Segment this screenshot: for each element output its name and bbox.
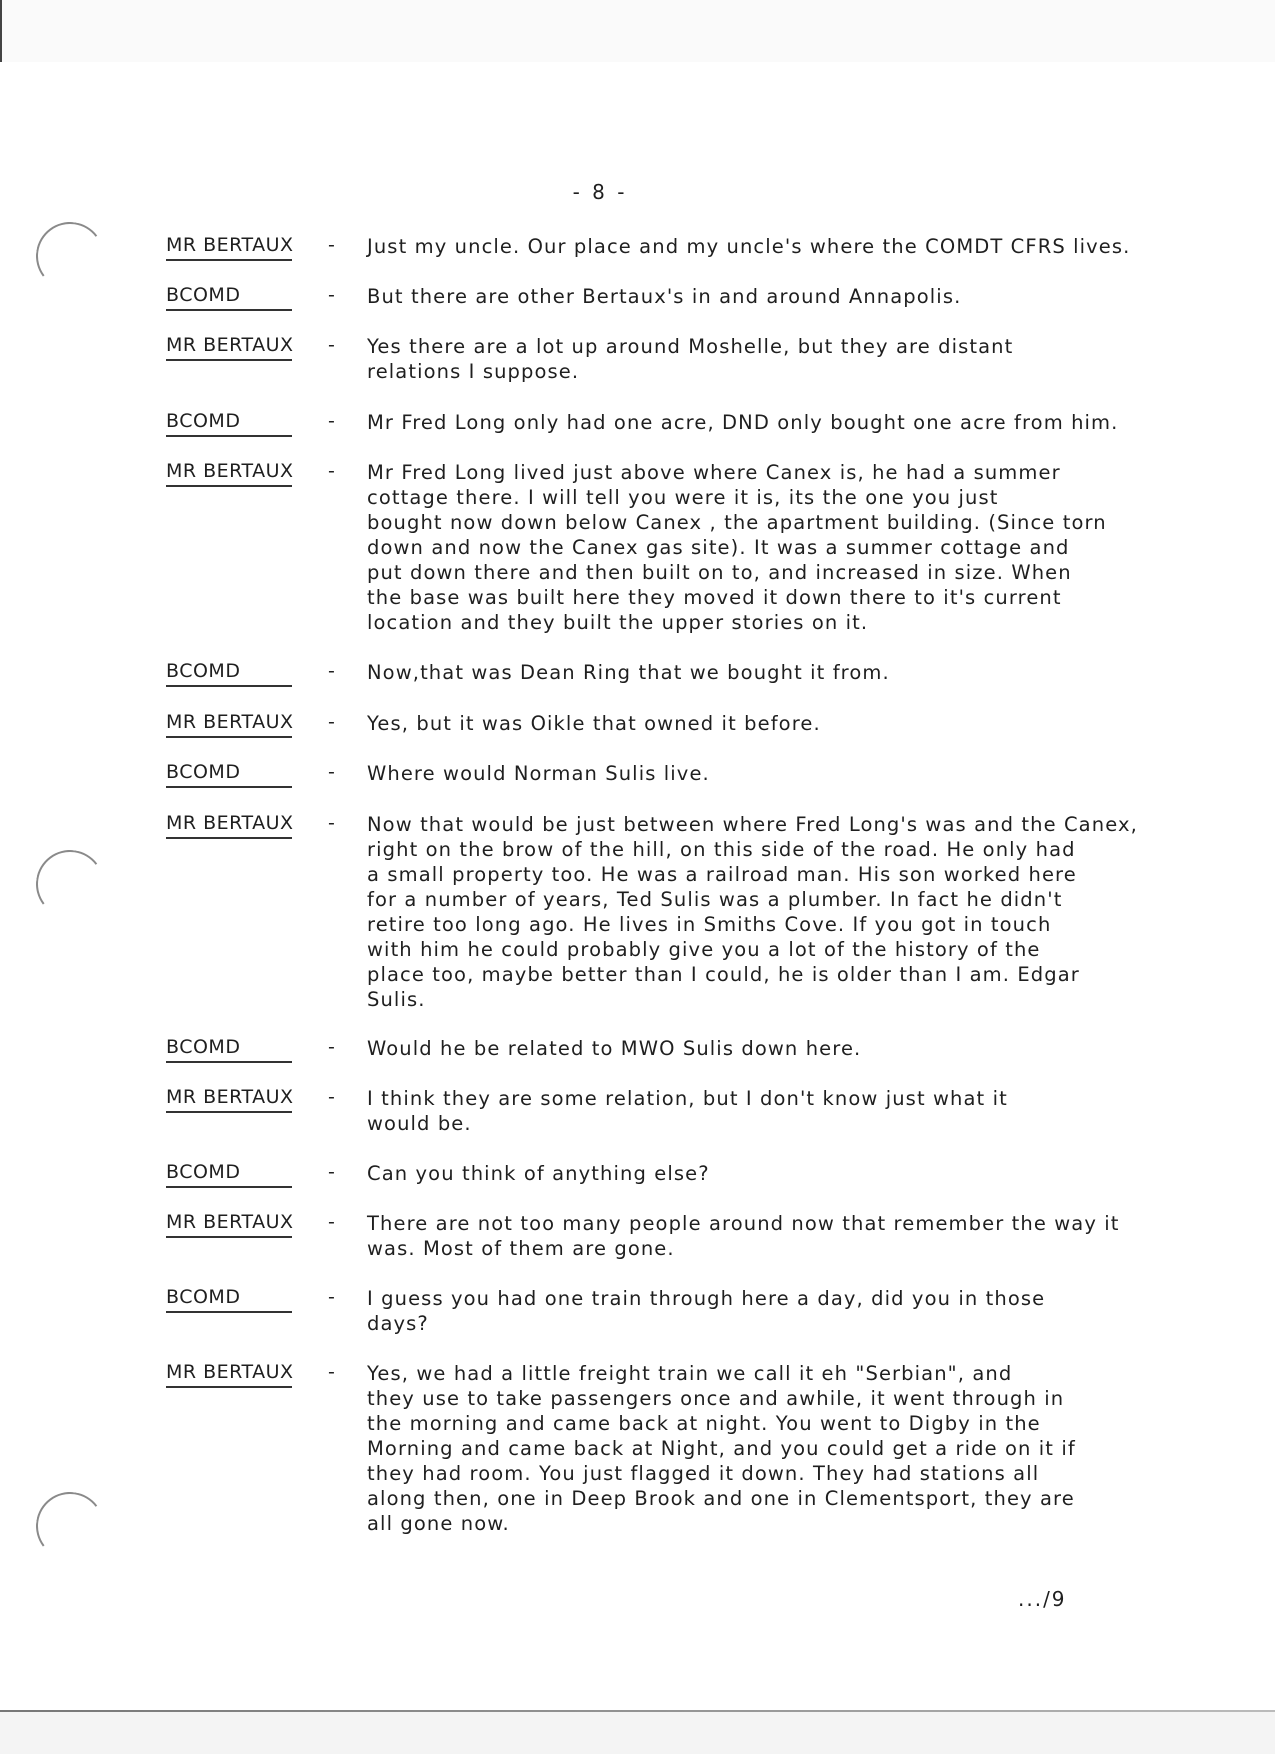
page-bottom-edge [0, 1712, 1275, 1754]
separator-dash: - [328, 1161, 335, 1183]
separator-dash: - [328, 334, 335, 356]
dialogue-text: Mr Fred Long lived just above where Canex is, he had a summer cottage there. I will tell you were it is, its the one you just bought now down below Canex , the apartment building. (Since torn down and now the Canex gas site). It was a summer cottage and put down there and then built on to, and increased in size. When the base was built here they moved it down there to it's current location and they built the upper stories on it. [367, 461, 1107, 634]
separator-dash: - [328, 812, 335, 834]
speaker-label: MR BERTAUX [166, 460, 292, 487]
separator-dash: - [328, 1086, 335, 1108]
separator-dash: - [328, 1211, 335, 1233]
dialogue-text: Yes there are a lot up around Moshelle, but they are distant relations I suppose. [367, 335, 1014, 383]
dialogue-text: Mr Fred Long only had one acre, DND only bought one acre from him. [367, 411, 1119, 434]
speaker-label: MR BERTAUX [166, 711, 292, 738]
speaker-label: MR BERTAUX [166, 812, 292, 839]
separator-dash: - [328, 1361, 335, 1383]
speaker-label: BCOMD [166, 1286, 292, 1313]
separator-dash: - [328, 761, 335, 783]
separator-dash: - [328, 660, 335, 682]
page-number: - 8 - [572, 180, 628, 204]
dialogue-text: Now that would be just between where Fred Long's was and the Canex, right on the brow of the hill, on this side of the road. He only had a small property too. He was a railroad man. His son worked here for a number of years, Ted Sulis was a plumber. In fact he didn't retire too long ago. He lives in Smiths Cove. If you got in touch with him he could probably give you a lot of the history of the place too, maybe better than I could, he is older than I am. Edgar Sulis. [367, 813, 1138, 1011]
punch-hole-top [32, 218, 109, 295]
speaker-label: MR BERTAUX [166, 234, 292, 261]
speaker-label: BCOMD [166, 660, 292, 687]
dialogue-text: Just my uncle. Our place and my uncle's where the COMDT CFRS lives. [367, 235, 1131, 258]
speaker-label: MR BERTAUX [166, 1086, 292, 1113]
speaker-label: BCOMD [166, 410, 292, 437]
continued-page-marker: .../9 [1018, 1587, 1067, 1611]
speaker-label: BCOMD [166, 761, 292, 788]
dialogue-text: There are not too many people around now that remember the way it was. Most of them are gone. [367, 1212, 1120, 1260]
dialogue-text: Would he be related to MWO Sulis down here. [367, 1037, 862, 1060]
separator-dash: - [328, 1036, 335, 1058]
speaker-label: MR BERTAUX [166, 1211, 292, 1238]
separator-dash: - [328, 234, 335, 256]
dialogue-text: But there are other Bertaux's in and around Annapolis. [367, 285, 962, 308]
dialogue-text: Yes, but it was Oikle that owned it before. [367, 712, 821, 735]
dialogue-text: Yes, we had a little freight train we call it eh "Serbian", and they use to take passengers once and awhile, it went through in the morning and came back at night. You went to Digby in the Morning and came back at Night, and you could get a ride on it if they had room. You just flagged it down. They had stations all along then, one in Deep Brook and one in Clementsport, they are all gone now. [367, 1362, 1076, 1535]
dialogue-text: Where would Norman Sulis live. [367, 762, 710, 785]
dialogue-text: I think they are some relation, but I don't know just what it would be. [367, 1087, 1008, 1135]
speaker-label: BCOMD [166, 284, 292, 311]
speaker-label: MR BERTAUX [166, 334, 292, 361]
separator-dash: - [328, 1286, 335, 1308]
dialogue-text: I guess you had one train through here a day, did you in those days? [367, 1287, 1046, 1335]
punch-hole-bottom [32, 1488, 109, 1565]
dialogue-text: Can you think of anything else? [367, 1162, 710, 1185]
speaker-label: BCOMD [166, 1161, 292, 1188]
dialogue-text: Now,that was Dean Ring that we bought it from. [367, 661, 890, 684]
separator-dash: - [328, 460, 335, 482]
punch-hole-middle [32, 846, 109, 923]
page-top-edge [0, 0, 1275, 62]
speaker-label: BCOMD [166, 1036, 292, 1063]
separator-dash: - [328, 711, 335, 733]
separator-dash: - [328, 410, 335, 432]
separator-dash: - [328, 284, 335, 306]
speaker-label: MR BERTAUX [166, 1361, 292, 1388]
page-left-edge [0, 0, 2, 62]
